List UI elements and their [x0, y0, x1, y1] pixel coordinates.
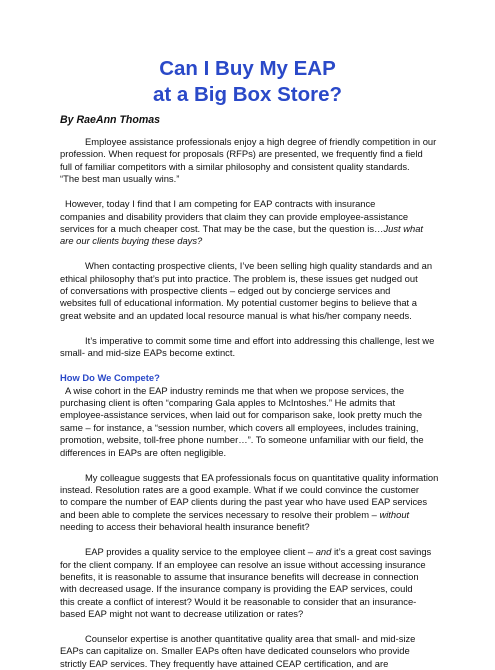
- paragraph-line: purchasing client is often “comparing Gala apples to McIntoshes.” He admits that: [60, 397, 396, 409]
- paragraph-line: promotion, website, toll-free phone number…”. To someone unfamiliar with our field, the: [60, 434, 424, 446]
- paragraph-line-rest: it’s a great cost savings: [331, 546, 432, 558]
- section-heading: How Do We Compete?: [60, 372, 160, 384]
- italic-text: and: [315, 546, 332, 558]
- paragraph-line: When contacting prospective clients, I’ve been selling high quality standards and an: [85, 260, 433, 272]
- article-title: [0, 56, 495, 108]
- paragraph-line: are our clients buying these days?: [60, 235, 203, 247]
- paragraph-line: My colleague suggests that EA professionals focus on quantitative quality information: [85, 471, 439, 483]
- paragraph: [60, 472, 450, 534]
- paragraph-line: Counselor expertise is another quantitative quality area that small- and mid-size: [85, 633, 416, 645]
- paragraph: [60, 198, 450, 248]
- paragraph-line: for the client company. If an employee can resolve an issue without accessing insurance: [60, 558, 426, 570]
- paragraph-line: with decreased usage. If the insurance company is providing the EAP services, could: [60, 583, 413, 595]
- paragraph: [60, 633, 450, 670]
- paragraph-line: needing to access their behavioral health insurance benefit?: [60, 521, 310, 533]
- italic-text: Just what: [383, 222, 424, 234]
- paragraph: [60, 335, 450, 360]
- paragraph-line: full of familiar competitors with a similar philosophy and consistent quality standards.: [60, 160, 410, 172]
- paragraph-line: It’s imperative to commit some time and effort into addressing this challenge, lest we: [85, 334, 435, 346]
- paragraph-line: instead. Resolution rates are a good example. What if we could convince the customer: [60, 483, 420, 495]
- paragraph-line: A wise cohort in the EAP industry reminds me that when we propose services, the: [65, 384, 405, 396]
- paragraph: [60, 546, 450, 620]
- paragraph-line: However, today I find that I am competing for EAP contracts with insurance: [65, 198, 376, 210]
- paragraph-line: EAP provides a quality service to the employee client –: [85, 546, 314, 558]
- paragraph-line: this create a conflict of interest? Would it be reasonable to consider that an insurance-: [60, 595, 417, 607]
- paragraph-line: differences in EAPs are often negligible.: [60, 446, 227, 458]
- paragraph-line: to compare the number of EAP clients during the past year who have used EAP services: [60, 496, 428, 508]
- article-byline: By RaeAnn Thomas: [60, 114, 161, 126]
- paragraph-line: websites full of educational information. My potential customer begins to believe that a: [60, 297, 417, 309]
- paragraph-line: ethical philosophy that’s put into practice. The problem is, these issues get nudged out: [60, 272, 418, 284]
- paragraph: [60, 260, 450, 322]
- paragraph-line: great website and an updated local resource manual is what his/her company needs.: [60, 309, 412, 321]
- paragraph-line: of conversations with prospective clients – edged out by concierge services and: [60, 285, 391, 297]
- paragraph: [60, 136, 450, 186]
- paragraph-line: Employee assistance professionals enjoy a high degree of friendly competition in our: [85, 136, 437, 147]
- article-title-line-2: at a Big Box Store?: [152, 83, 343, 106]
- paragraph-line: small- and mid-size EAPs become extinct.: [60, 347, 236, 359]
- paragraph-line: companies and disability providers that claim they can provide employee-assistance: [60, 210, 409, 222]
- paragraph-line: based EAP might not want to decrease utilization or rates?: [60, 608, 304, 620]
- article-body: [60, 136, 450, 670]
- paragraph-line: services for a much cheaper cost. That may be the case, but the question is…: [60, 222, 384, 234]
- paragraph: [60, 372, 450, 459]
- paragraph-line: benefits, it is reasonable to assume that insurance benefits will decrease in connection: [60, 570, 419, 582]
- paragraph-line: same – for instance, a “session number, which covers all employees, includes training,: [60, 421, 419, 433]
- italic-text: without: [379, 508, 410, 520]
- paragraph-line: “The best man usually wins.”: [60, 173, 180, 185]
- article-title-line-1: Can I Buy My EAP: [159, 57, 336, 80]
- paragraph-line: strictly EAP services. They frequently have attained CEAP certification, and are: [60, 657, 389, 669]
- paragraph-line: profession. When request for proposals (RFPs) are presented, we frequently find a field: [60, 148, 423, 160]
- paragraph-line: and been able to complete the services necessary to resolve their problem –: [60, 508, 377, 520]
- paragraph-line: employee-assistance services, when laid out for comparison sake, look pretty much the: [60, 409, 423, 421]
- paragraph-line: EAPs can capitalize on. Smaller EAPs often have dedicated counselors who provide: [60, 645, 410, 657]
